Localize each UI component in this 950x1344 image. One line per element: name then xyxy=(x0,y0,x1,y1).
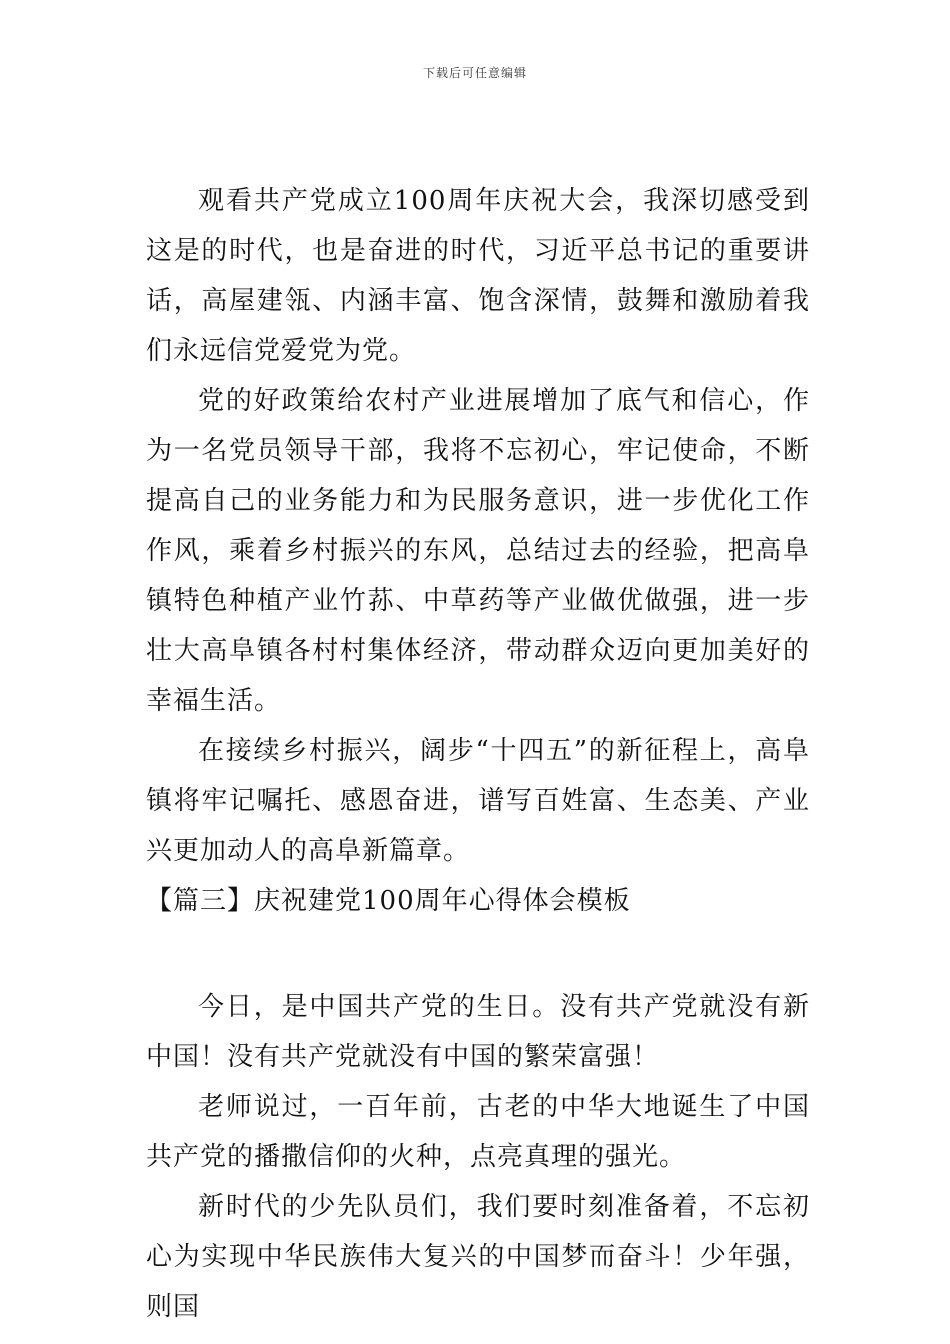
section-title: 【篇三】庆祝建党100周年心得体会模板 xyxy=(146,886,631,916)
paragraph: 今日，是中国共产党的生日。没有共产党就没有新中国！没有共产党就没有中国的繁荣富强！ xyxy=(146,992,810,1072)
section-spacer xyxy=(146,926,810,982)
document-body xyxy=(146,176,810,1332)
paragraph: 在接续乡村振兴，阔步“十四五”的新征程上，高阜镇将牢记嘱托、感恩奋进，谱写百姓富、生态美、产业兴更加动人的高阜新篇章。 xyxy=(146,736,810,866)
paragraph: 新时代的少先队员们，我们要时刻准备着，不忘初心为实现中华民族伟大复兴的中国梦而奋斗！少年强，则国 xyxy=(146,1192,810,1322)
paragraph: 观看共产党成立100周年庆祝大会，我深切感受到这是的时代，也是奋进的时代，习近平总书记的重要讲话，高屋建瓴、内涵丰富、饱含深情，鼓舞和激励着我们永远信党爱党为党。 xyxy=(146,186,810,366)
paragraph: 党的好政策给农村产业进展增加了底气和信心，作为一名党员领导干部，我将不忘初心，牢记使命，不断提高自己的业务能力和为民服务意识，进一步优化工作作风，乘着乡村振兴的东风，总结过去的经验，把高阜镇特色种植产业竹荪、中草药等产业做优做强，进一步壮大高阜镇各村村集体经济，带动群众迈向更加美好的幸福生活。 xyxy=(146,386,810,716)
paragraph: 老师说过，一百年前，古老的中华大地诞生了中国共产党的播撒信仰的火种，点亮真理的强光。 xyxy=(146,1092,810,1172)
page-header-note: 下载后可任意编辑 xyxy=(422,66,527,80)
